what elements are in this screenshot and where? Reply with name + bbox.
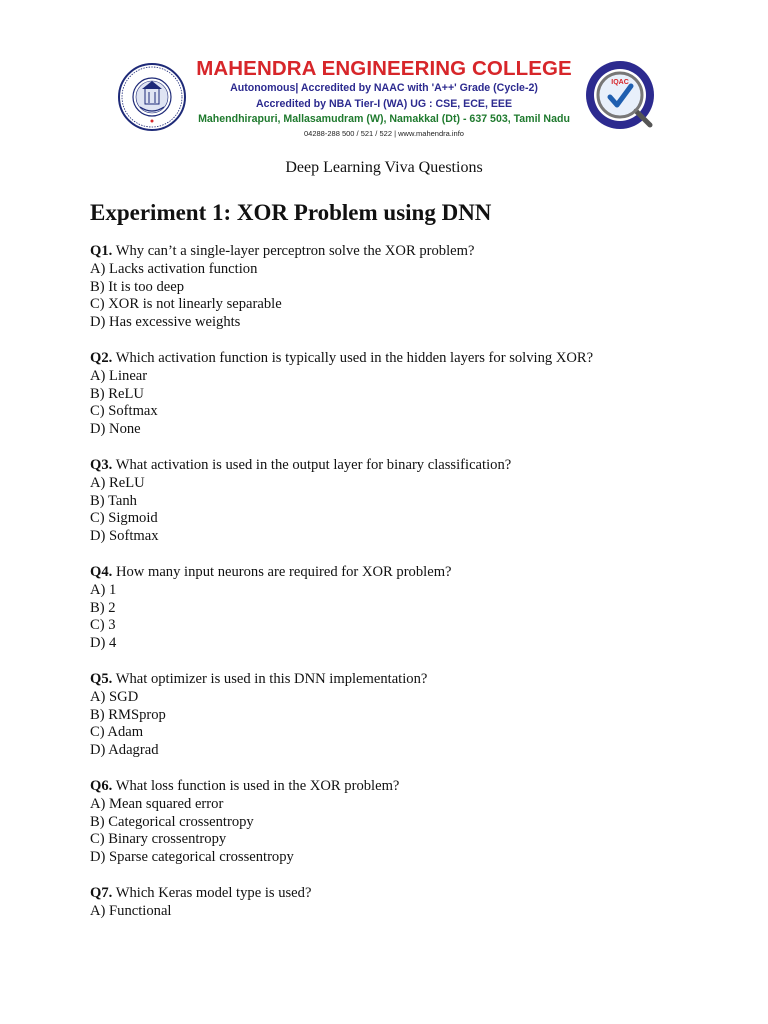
question-line (90, 350, 710, 368)
letterhead-banner (90, 55, 678, 143)
answer-option: D) None (90, 421, 141, 438)
iqac-label: IQAC (611, 79, 629, 86)
document-subtitle: Deep Learning Viva Questions (285, 159, 483, 176)
question-text: Which Keras model type is used? (115, 884, 312, 901)
answer-option: A) Functional (90, 902, 172, 919)
question-block (90, 243, 710, 332)
accreditation-naac: Autonomous| Accredited by NAAC with 'A++' Grade (Cycle-2) (230, 82, 538, 94)
question-text: Which activation function is typically used in the hidden layers for solving XOR? (115, 349, 594, 366)
letterhead-text (188, 57, 580, 140)
question-line (90, 885, 710, 903)
question-line (90, 671, 710, 689)
answer-option: C) 3 (90, 617, 116, 634)
accreditation-nba: Accredited by NBA Tier-I (WA) UG : CSE, ECE, EEE (255, 97, 513, 110)
answer-option: B) Tanh (90, 492, 137, 509)
question-block (90, 564, 710, 653)
college-seal-logo (118, 63, 186, 131)
answer-option: B) It is too deep (90, 278, 185, 295)
college-name: MAHENDRA ENGINEERING COLLEGE (196, 57, 572, 80)
iqac-seal-logo (584, 59, 660, 135)
question-block (90, 350, 710, 439)
question-text: What activation is used in the output layer for binary classification? (115, 456, 512, 473)
question-number: Q4. (90, 563, 113, 580)
experiment-heading: Experiment 1: XOR Problem using DNN (90, 200, 492, 225)
answer-option: D) 4 (90, 635, 117, 652)
answer-option: B) Categorical crossentropy (90, 813, 254, 830)
answer-option: C) XOR is not linearly separable (90, 296, 282, 313)
answer-option: C) Softmax (90, 403, 158, 420)
college-address: Mahendhirapuri, Mallasamudram (W), Namakkal (Dt) - 637 503, Tamil Nadu (198, 113, 570, 125)
answer-option: C) Sigmoid (90, 510, 158, 527)
answer-option: C) Binary crossentropy (90, 831, 227, 848)
question-line (90, 564, 710, 582)
answer-option: D) Has excessive weights (90, 314, 241, 331)
answer-option: D) Softmax (90, 528, 159, 545)
question-block (90, 885, 710, 921)
answer-option: A) Lacks activation function (90, 260, 258, 277)
question-text: Why can’t a single-layer perceptron solve the XOR problem? (115, 243, 475, 259)
question-block (90, 457, 710, 546)
question-number: Q6. (90, 777, 113, 794)
answer-option: A) Linear (90, 367, 148, 384)
college-contact: 04288-288 500 / 521 / 522 | www.mahendra.info (304, 128, 464, 138)
question-number: Q1. (90, 243, 113, 259)
answer-option: A) Mean squared error (90, 795, 224, 812)
question-number: Q5. (90, 670, 113, 687)
question-line (90, 457, 710, 475)
answer-option: B) RMSprop (90, 706, 166, 723)
question-line (90, 778, 710, 796)
question-block (90, 671, 710, 760)
answer-option: B) 2 (90, 599, 116, 616)
question-block (90, 778, 710, 867)
answer-option: A) ReLU (90, 474, 145, 491)
question-text: What optimizer is used in this DNN implementation? (115, 670, 428, 687)
question-text: How many input neurons are required for XOR problem? (115, 563, 452, 580)
question-number: Q7. (90, 884, 113, 901)
answer-option: A) SGD (90, 688, 139, 705)
question-line (90, 243, 710, 261)
answer-option: A) 1 (90, 581, 117, 598)
answer-option: C) Adam (90, 724, 144, 741)
question-number: Q2. (90, 349, 113, 366)
question-list (90, 243, 710, 939)
question-number: Q3. (90, 456, 113, 473)
answer-option: D) Sparse categorical crossentropy (90, 849, 294, 866)
question-text: What loss function is used in the XOR problem? (115, 777, 400, 794)
answer-option: D) Adagrad (90, 742, 159, 759)
answer-option: B) ReLU (90, 385, 144, 402)
